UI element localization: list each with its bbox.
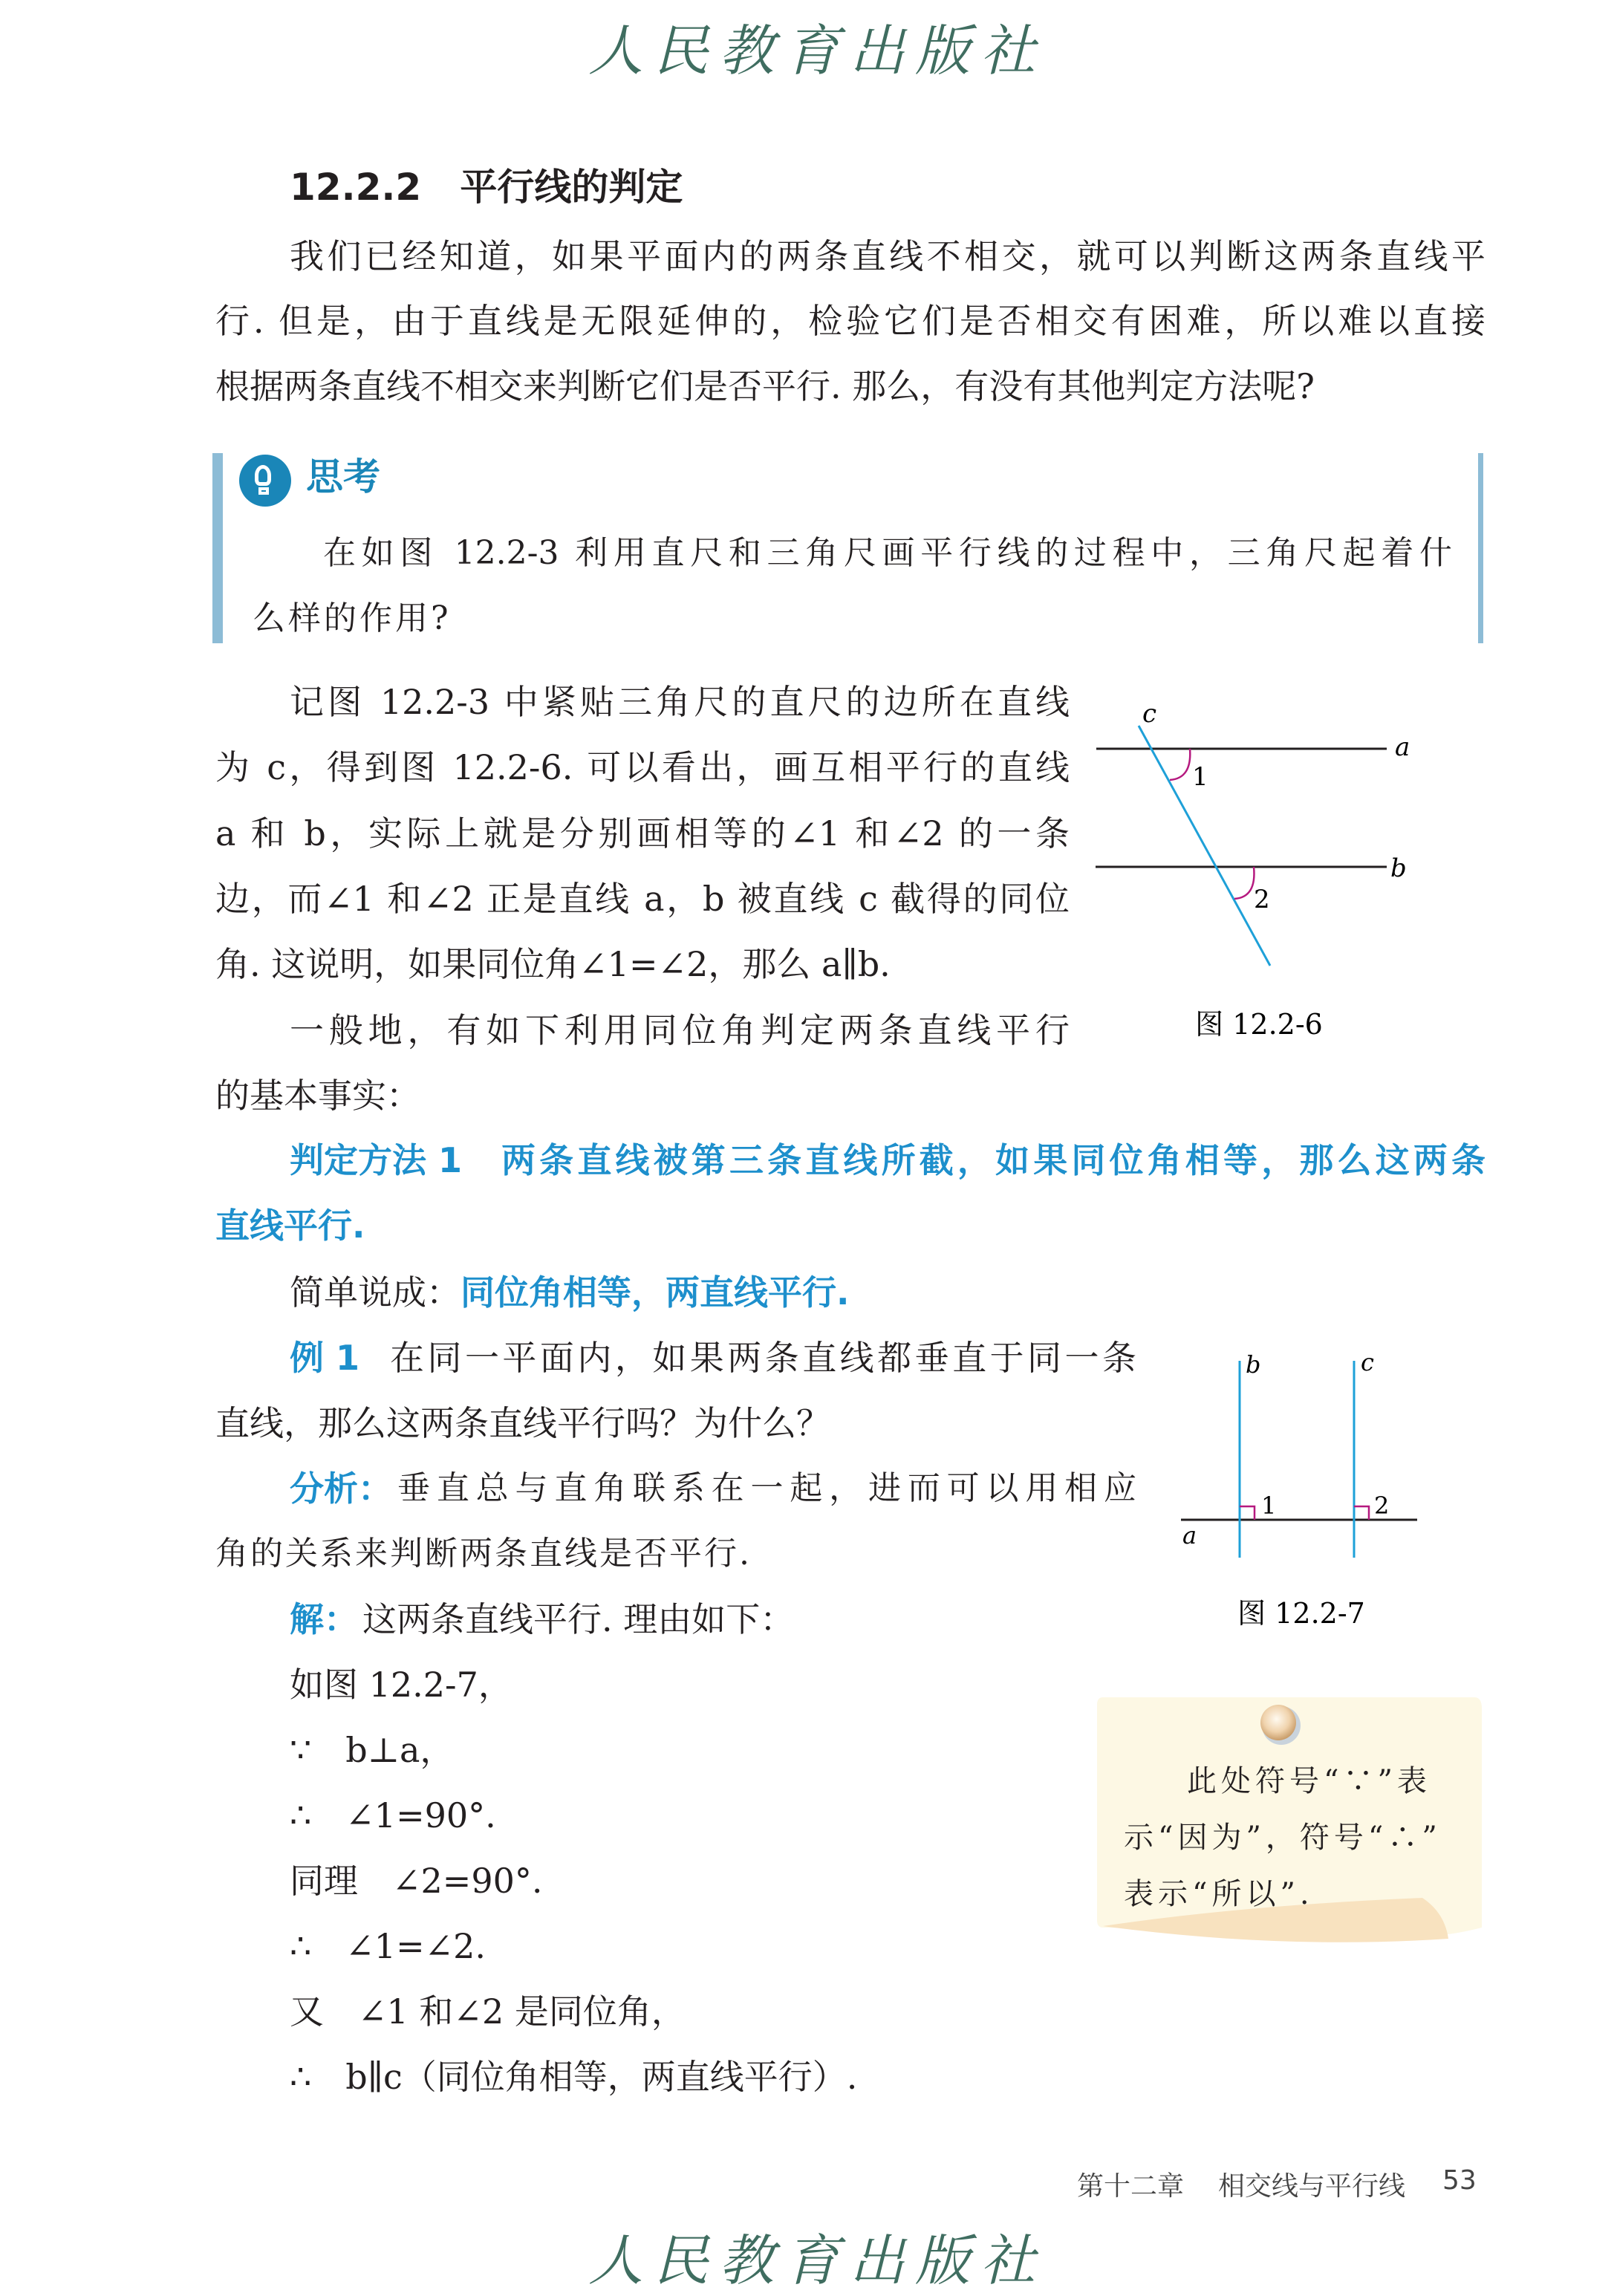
section-title: 平行线的判定	[460, 166, 683, 209]
body-line: a 和 b，实际上就是分别画相等的∠1 和∠2 的一条	[215, 813, 1070, 853]
label-b: b	[1390, 853, 1407, 883]
label-a: a	[1182, 1521, 1197, 1549]
solution-step: ∴ ∠1=90°.	[290, 1795, 496, 1835]
footer-chapter-title: 相交线与平行线	[1218, 2171, 1406, 2202]
solution-step: ∵ b⊥a，	[290, 1730, 455, 1770]
think-line: 在如图 12.2-3 利用直尺和三角尺画平行线的过程中，三角尺起着什	[323, 534, 1452, 572]
label-angle-1: 1	[1192, 762, 1208, 792]
think-title: 思考	[306, 455, 380, 498]
note-line: 示“因为”，符号“∴”	[1124, 1821, 1442, 1855]
example-text: 在同一平面内，如果两条直线都垂直于同一条	[390, 1338, 1136, 1378]
figure-12-2-6	[1084, 683, 1500, 1055]
summary-text: 同位角相等，两直线平行.	[461, 1272, 850, 1313]
publisher-logo-bottom: 人民教育出版社	[588, 2229, 1046, 2293]
figure-12-2-7	[1174, 1337, 1441, 1649]
body-line: 一般地，有如下利用同位角判定两条直线平行	[290, 1010, 1070, 1050]
example-text: 直线，那么这两条直线平行吗？为什么？	[215, 1403, 830, 1443]
label-angle-1: 1	[1261, 1492, 1277, 1520]
solution-step: 又 ∠1 和∠2 是同位角，	[290, 1991, 686, 2032]
right-angle-1-mark	[1240, 1506, 1255, 1520]
figure-caption: 图 12.2-7	[1237, 1597, 1365, 1630]
solution-text: 这两条直线平行. 理由如下：	[362, 1599, 795, 1639]
label-b: b	[1246, 1350, 1261, 1379]
publisher-logo-top: 人民教育出版社	[588, 19, 1046, 83]
label-angle-2: 2	[1374, 1492, 1390, 1520]
angle-2-arc	[1234, 867, 1254, 899]
pin-icon	[1260, 1705, 1296, 1740]
section-number: 12.2.2	[290, 166, 422, 209]
analysis-text: 垂直总与直角联系在一起，进而可以用相应	[397, 1469, 1136, 1507]
think-line: 么样的作用?	[253, 599, 452, 637]
body-line: 边，而∠1 和∠2 正是直线 a，b 被直线 c 截得的同位	[215, 879, 1070, 919]
angle-1-arc	[1170, 749, 1190, 780]
note-line: 此处符号“∵”表	[1187, 1764, 1431, 1798]
body-line: 为 c，得到图 12.2-6. 可以看出，画互相平行的直线	[215, 747, 1070, 787]
rule-text: 直线平行.	[215, 1206, 365, 1246]
intro-line: 我们已经知道，如果平面内的两条直线不相交，就可以判断这两条直线平	[290, 236, 1486, 276]
analysis-text: 角的关系来判断两条直线是否平行.	[215, 1535, 752, 1573]
solution-step: ∴ ∠1=∠2.	[290, 1926, 487, 1966]
label-c: c	[1361, 1348, 1374, 1376]
label-a: a	[1395, 732, 1410, 762]
solution-step: 同理 ∠2=90°.	[290, 1861, 543, 1901]
label-c: c	[1142, 699, 1157, 729]
page-number: 53	[1442, 2165, 1477, 2196]
body-line: 记图 12.2-3 中紧贴三角尺的直尺的边所在直线	[290, 682, 1070, 722]
solution-label: 解：	[290, 1599, 358, 1639]
lightbulb-icon	[239, 455, 291, 507]
figure-caption: 图 12.2-6	[1195, 1008, 1323, 1041]
solution-step: 如图 12.2-7，	[290, 1665, 512, 1705]
think-box-right-bar	[1478, 453, 1483, 643]
example-label: 例 1	[290, 1338, 360, 1378]
summary-line	[290, 1270, 849, 1315]
footer-chapter: 第十二章	[1077, 2171, 1185, 2202]
intro-line: 行. 但是，由于直线是无限延伸的，检验它们是否相交有困难，所以难以直接	[215, 301, 1486, 341]
rule-label: 判定方法 1	[290, 1140, 463, 1180]
rule-text: 两条直线被第三条直线所截，如果同位角相等，那么这两条	[501, 1140, 1486, 1180]
body-line: 的基本事实：	[215, 1076, 420, 1116]
section-heading	[290, 165, 683, 209]
solution-step: ∴ b∥c（同位角相等，两直线平行）.	[290, 2057, 858, 2097]
analysis-label: 分析：	[290, 1469, 392, 1509]
label-angle-2: 2	[1254, 885, 1270, 914]
right-angle-2-mark	[1354, 1506, 1369, 1520]
body-line: 角. 这说明，如果同位角∠1=∠2，那么 a∥b.	[215, 944, 891, 984]
intro-line: 根据两条直线不相交来判断它们是否平行. 那么，有没有其他判定方法呢?	[215, 366, 1315, 406]
note-line: 表示“所以”.	[1124, 1877, 1314, 1911]
summary-prefix: 简单说成：	[290, 1272, 461, 1313]
think-box-left-bar	[212, 453, 223, 643]
